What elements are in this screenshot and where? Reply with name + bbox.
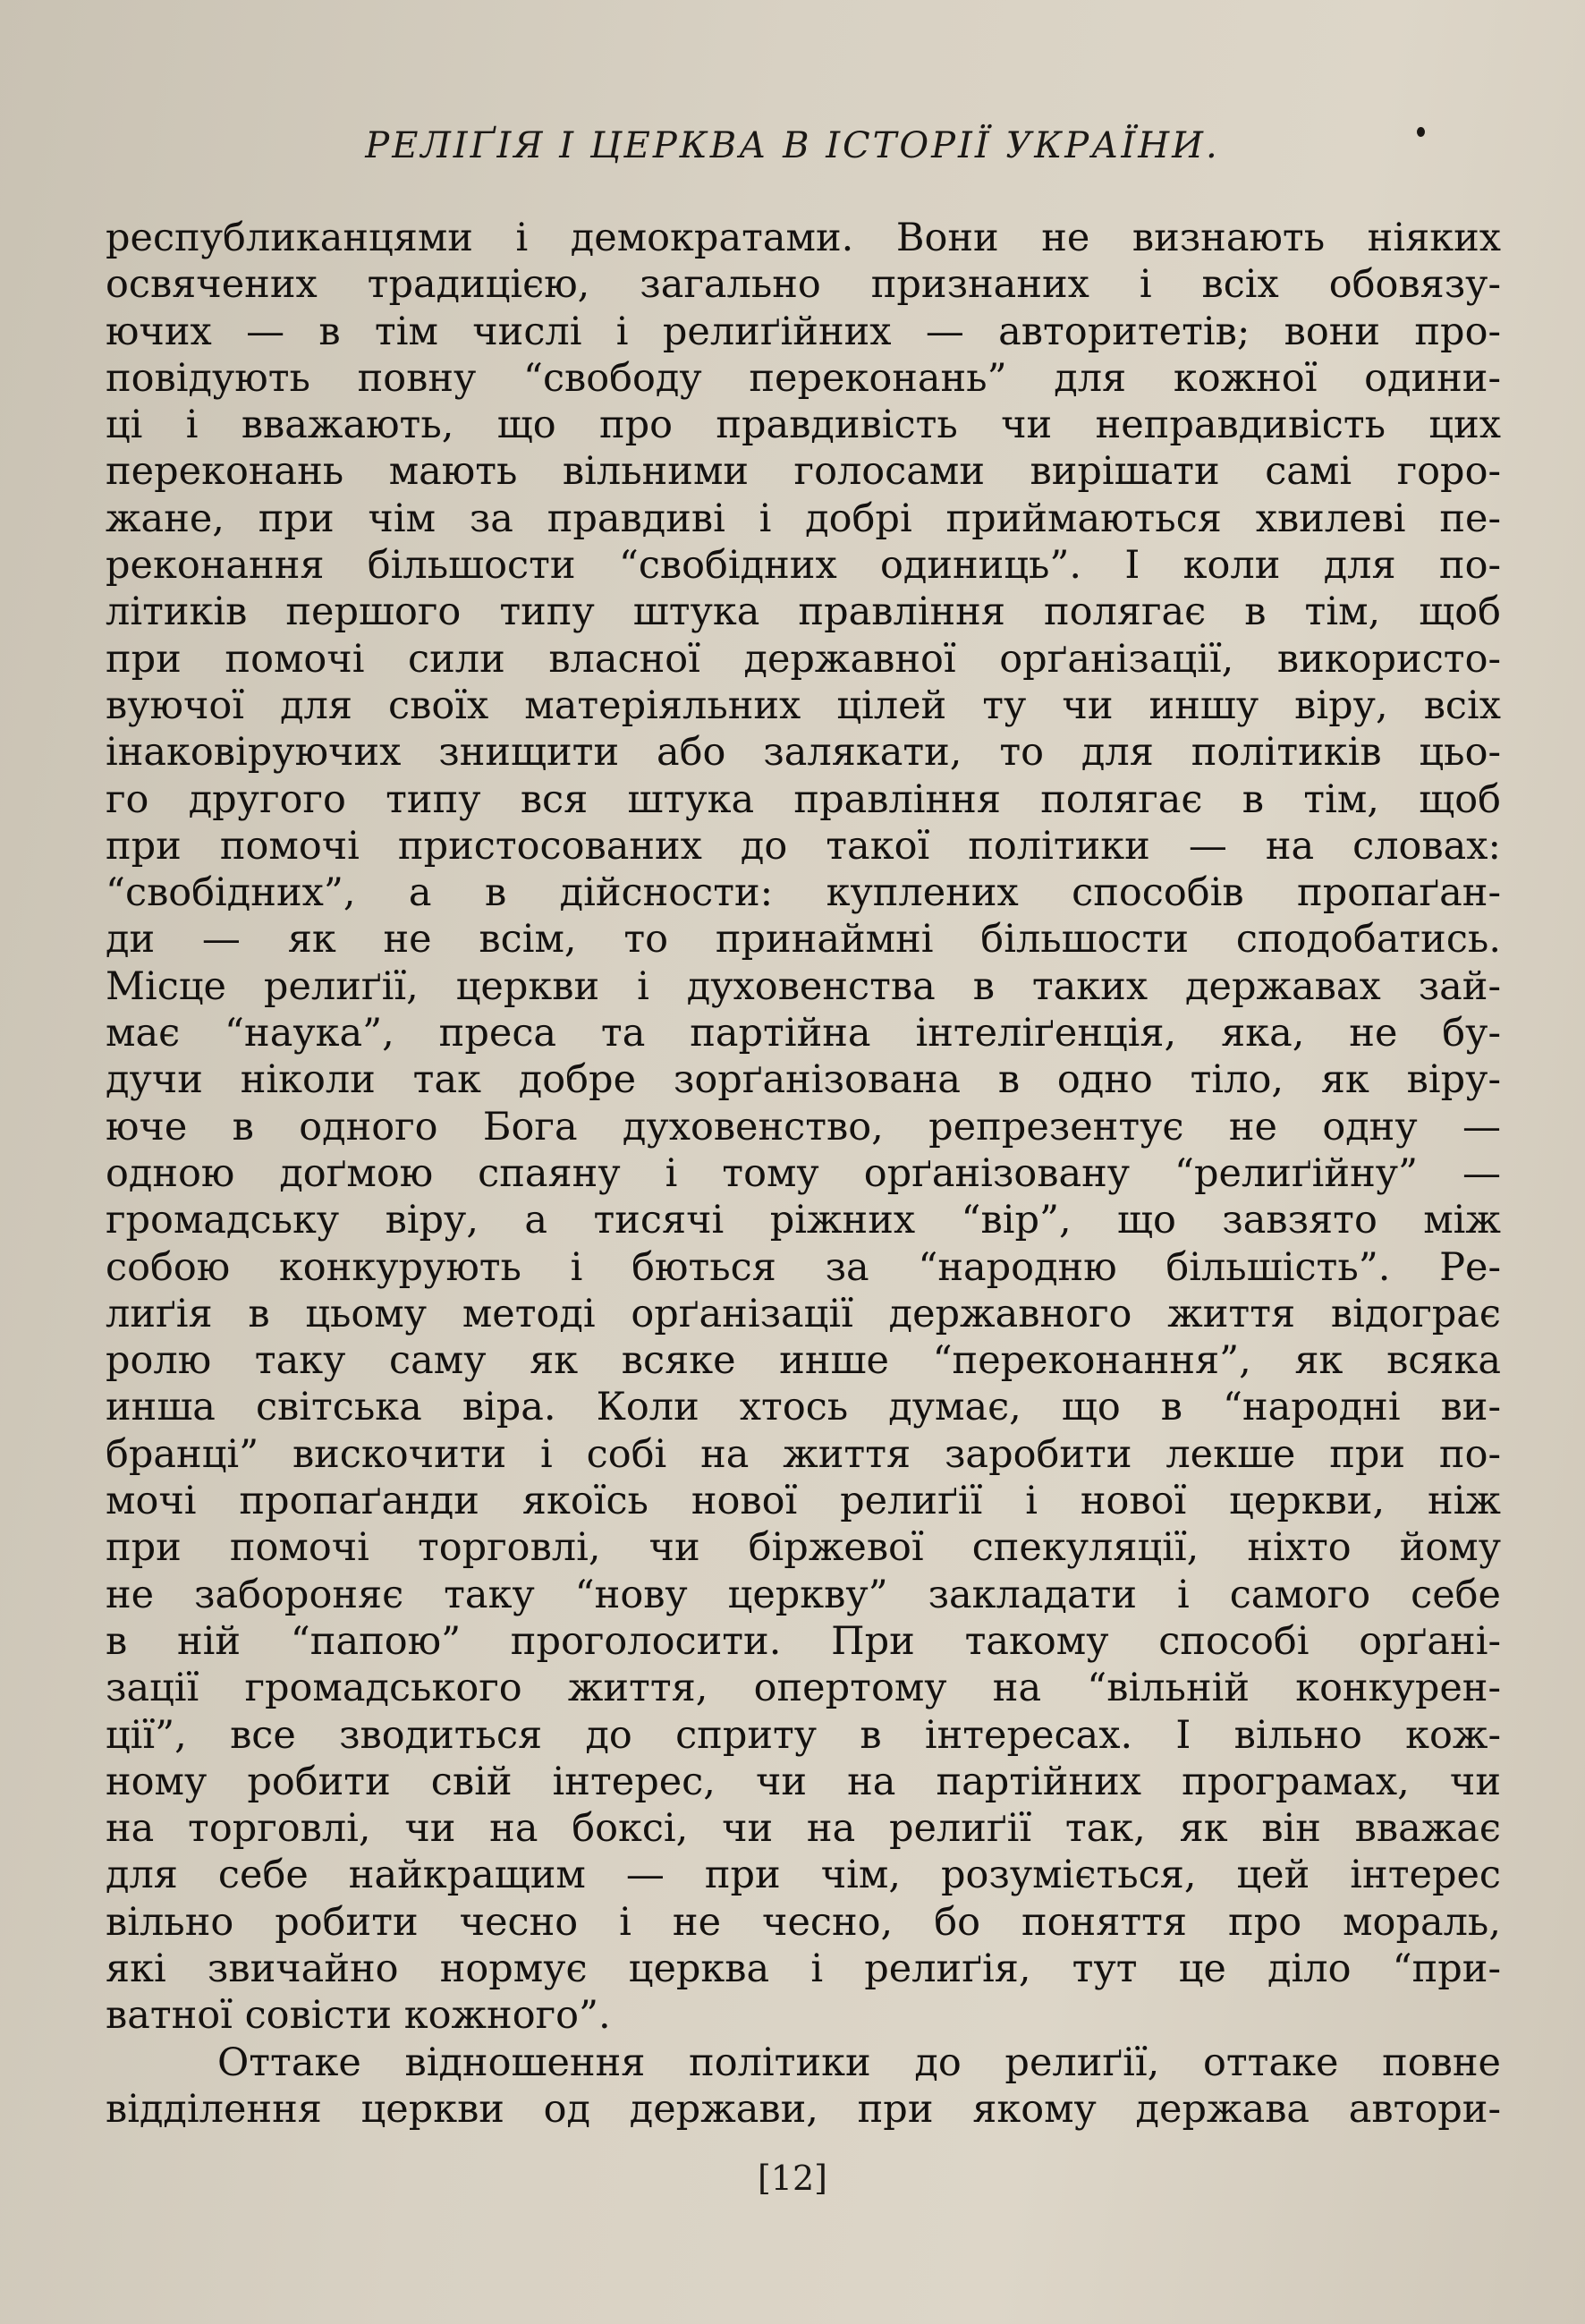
text-line: громадську віру, а тисячі ріжних “вір”, що завзято між	[106, 1198, 1501, 1243]
text-line: юче в одного Бога духовенство, репрезентує не одну —	[106, 1104, 1501, 1149]
text-line: ролю таку саму як всяке инше “переконання”, як всяка	[106, 1338, 1501, 1384]
text-line: дучи ніколи так добре зорґанізована в одно тіло, як віру-	[106, 1057, 1501, 1103]
text-line: инша світська віра. Коли хтось думає, що в “народні ви-	[106, 1385, 1501, 1430]
text-line: вільно робити чесно і не чесно, бо поняття про мораль,	[106, 1899, 1501, 1945]
text-line: вуючої для своїх матеріяльних цілей ту чи иншу віру, всіх	[106, 683, 1501, 728]
text-line: ди — як не всім, то принаймні більшости сподобатись.	[106, 917, 1501, 963]
text-line: мочі пропаґанди якоїсь нової релиґії і нової церкви, ніж	[106, 1479, 1501, 1524]
text-line: має “наука”, преса та партійна інтеліґенція, яка, не бу-	[106, 1011, 1501, 1056]
paragraph-end-line: ватної совісти кожного”.	[106, 1993, 611, 2039]
text-line: ці і вважають, що про правдивість чи неправдивість цих	[106, 403, 1501, 448]
text-line: зації громадського життя, опертому на “вільній конкурен-	[106, 1666, 1501, 1711]
text-line: республиканцями і демократами. Вони не визнають ніяких	[106, 216, 1501, 260]
text-line: ному робити свій інтерес, чи на партійних програмах, чи	[106, 1759, 1501, 1804]
text-line: бранці” вискочити і собі на життя заробити лекше при по-	[106, 1431, 1501, 1477]
text-line: повідують повну “свободу переконань” для кожної одини-	[106, 355, 1501, 401]
text-line: жане, при чім за правдиві і добрі приймаються хвилеві пе-	[106, 496, 1501, 541]
running-head: РЕЛІҐІЯ І ЦЕРКВА В ІСТОРІЇ УКРАЇНИ.	[365, 125, 1220, 166]
paragraph-start-line: Оттаке відношення політики до релиґії, оттаке повне	[217, 2040, 1501, 2085]
text-line: в ній “папою” проголосити. При такому способі орґані-	[106, 1618, 1501, 1664]
text-line: “свобідних”, а в дійсности: куплених способів пропаґан-	[106, 870, 1501, 916]
body-text	[106, 215, 1501, 2133]
text-line: на торговлі, чи на боксі, чи на релиґії так, як він вважає	[106, 1806, 1501, 1852]
text-line: переконань мають вільними голосами вирішати самі горо-	[106, 449, 1501, 495]
text-line: одною доґмою спаяну і тому орґанізовану “релиґійну” —	[106, 1150, 1501, 1196]
text-line: ючих — в тім числі і релиґійних — авторитетів; вони про-	[106, 309, 1501, 354]
text-line: освячених традицією, загально признаних і всіх обовязу-	[106, 262, 1501, 308]
text-line: літиків першого типу штука правління полягає в тім, щоб	[106, 589, 1501, 635]
text-line: лиґія в цьому методі орґанізації державного життя відограє	[106, 1291, 1501, 1336]
text-line: собою конкурують і бються за “народню більшість”. Ре-	[106, 1244, 1501, 1290]
page-number: [12]	[757, 2159, 827, 2198]
text-line: не забороняє таку “нову церкву” закладати і самого себе	[106, 1572, 1501, 1617]
text-line: Місце релиґії, церкви і духовенства в таких державах зай-	[106, 963, 1501, 1009]
text-line: реконання більшости “свобідних одиниць”. І коли для по-	[106, 543, 1501, 589]
text-line: ції”, все зводиться до сприту в інтересах. І вільно кож-	[106, 1712, 1501, 1758]
text-line: при помочі сили власної державної орґанізації, використо-	[106, 636, 1501, 682]
text-line: го другого типу вся штука правління полягає в тім, щоб	[106, 776, 1501, 822]
text-line: інаковіруючих знищити або залякати, то для політиків цьо-	[106, 730, 1501, 776]
text-line: відділення церкви од держави, при якому держава автори-	[106, 2086, 1501, 2132]
text-line: для себе найкращим — при чім, розуміється, цей інтерес	[106, 1853, 1501, 1898]
text-line: при помочі торговлі, чи біржевої спекуляції, ніхто йому	[106, 1525, 1501, 1571]
text-line: при помочі пристосованих до такої політики — на словах:	[106, 823, 1501, 869]
text-line: які звичайно нормує церква і релиґія, тут це діло “при-	[106, 1946, 1501, 1991]
